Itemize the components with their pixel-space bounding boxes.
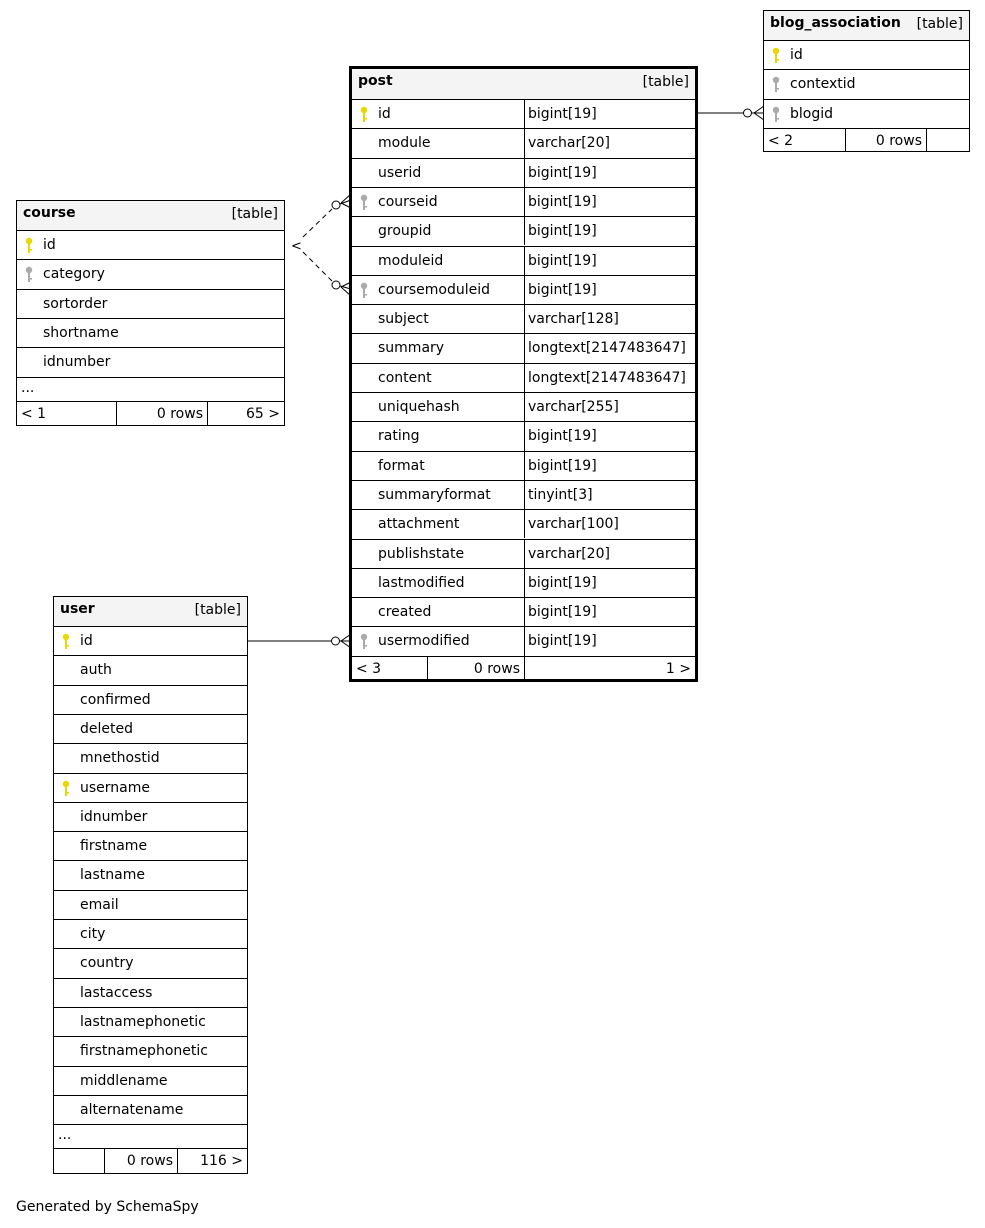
foreign-key-icon xyxy=(25,266,35,284)
column-row[interactable] xyxy=(54,919,247,948)
column-row[interactable] xyxy=(352,275,695,304)
column-divider xyxy=(524,129,525,157)
more-columns-ellipsis: ... xyxy=(58,1127,72,1144)
column-name: subject xyxy=(378,311,429,328)
column-name: groupid xyxy=(378,223,432,240)
column-name: lastname xyxy=(80,867,145,884)
column-name: id xyxy=(43,237,56,253)
column-row[interactable] xyxy=(54,714,247,743)
column-name: content xyxy=(378,369,432,386)
relationship-post-blog-association xyxy=(697,106,764,120)
more-columns-ellipsis: ... xyxy=(21,379,35,396)
column-row[interactable] xyxy=(764,99,969,128)
column-divider xyxy=(524,305,525,333)
foreign-key-icon xyxy=(360,194,370,212)
primary-key-icon xyxy=(62,633,72,651)
column-type: tinyint[3] xyxy=(528,486,593,503)
column-name: confirmed xyxy=(80,691,151,708)
parents-count[interactable]: < 2 xyxy=(768,132,794,149)
column-name: idnumber xyxy=(80,808,148,825)
column-row[interactable] xyxy=(352,216,695,245)
column-name: publishstate xyxy=(378,545,465,562)
column-type: bigint[19] xyxy=(528,164,597,181)
table-header xyxy=(54,597,247,627)
column-row[interactable] xyxy=(352,99,695,128)
column-type: varchar[20] xyxy=(528,545,610,562)
column-name: deleted xyxy=(80,720,133,737)
column-divider xyxy=(524,422,525,450)
column-name: id xyxy=(790,47,803,63)
column-row[interactable] xyxy=(17,347,284,376)
table-blog-association[interactable] xyxy=(763,10,970,152)
table-user[interactable] xyxy=(53,596,248,1174)
column-name: courseid xyxy=(378,193,438,210)
column-name: mnethostid xyxy=(80,750,160,767)
foreign-key-icon xyxy=(360,633,370,651)
column-name: lastmodified xyxy=(378,574,465,591)
column-row[interactable] xyxy=(54,860,247,889)
column-divider xyxy=(524,393,525,421)
column-name: sortorder xyxy=(43,295,108,312)
column-name: contextid xyxy=(790,76,856,93)
column-row[interactable] xyxy=(352,626,695,655)
table-footer xyxy=(352,656,695,679)
table-header xyxy=(764,11,969,41)
column-row[interactable] xyxy=(352,539,695,568)
column-row[interactable] xyxy=(54,1066,247,1095)
column-row[interactable] xyxy=(54,1095,247,1124)
column-name: uniquehash xyxy=(378,399,460,415)
parents-count[interactable]: < 1 xyxy=(21,405,47,422)
table-kind: [table] xyxy=(194,602,241,618)
column-row[interactable] xyxy=(352,597,695,626)
column-name: country xyxy=(80,955,134,972)
column-name: alternatename xyxy=(80,1101,184,1118)
column-name: category xyxy=(43,266,105,283)
column-name: attachment xyxy=(378,516,460,533)
column-divider xyxy=(524,364,525,392)
column-type: bigint[19] xyxy=(528,604,597,621)
foreign-key-icon xyxy=(360,282,370,300)
column-name: usermodified xyxy=(378,633,470,650)
column-row[interactable] xyxy=(352,568,695,597)
column-divider xyxy=(524,159,525,187)
column-row[interactable] xyxy=(17,289,284,318)
column-row[interactable] xyxy=(54,978,247,1007)
column-row[interactable] xyxy=(54,802,247,831)
table-footer xyxy=(764,128,969,151)
column-name: firstnamephonetic xyxy=(80,1043,208,1060)
foreign-key-icon xyxy=(772,106,782,124)
table-name: course xyxy=(23,205,76,221)
column-row[interactable] xyxy=(352,421,695,450)
column-type: longtext[2147483647] xyxy=(528,369,686,386)
column-row[interactable] xyxy=(352,363,695,392)
column-row[interactable] xyxy=(54,890,247,919)
column-name: summary xyxy=(378,340,445,357)
table-header xyxy=(17,201,284,231)
column-name: rating xyxy=(378,428,420,445)
column-name: created xyxy=(378,604,432,621)
column-divider xyxy=(524,452,525,480)
column-type: bigint[19] xyxy=(528,428,597,445)
column-divider xyxy=(524,100,525,128)
column-row[interactable] xyxy=(352,451,695,480)
column-name: module xyxy=(378,135,431,152)
column-row[interactable] xyxy=(352,480,695,509)
column-row[interactable] xyxy=(54,1007,247,1036)
column-name: middlename xyxy=(80,1072,168,1089)
column-type: bigint[19] xyxy=(528,574,597,591)
column-type: bigint[19] xyxy=(528,281,597,298)
table-header xyxy=(352,69,695,100)
column-row[interactable] xyxy=(54,948,247,977)
column-type: longtext[2147483647] xyxy=(528,340,686,357)
column-divider xyxy=(524,217,525,245)
column-divider xyxy=(524,510,525,538)
footer-divider xyxy=(177,1149,178,1173)
row-count: 0 rows xyxy=(473,660,520,677)
more-columns-row xyxy=(54,1124,247,1148)
column-row[interactable] xyxy=(764,40,969,69)
column-row[interactable] xyxy=(54,743,247,772)
column-divider xyxy=(524,188,525,216)
row-count: 0 rows xyxy=(875,132,922,149)
footer-divider xyxy=(926,129,927,151)
footer-divider xyxy=(524,657,525,679)
table-footer xyxy=(54,1148,247,1173)
generated-by-footer: Generated by SchemaSpy xyxy=(16,1199,199,1215)
column-type: bigint[19] xyxy=(528,252,597,269)
column-name: coursemoduleid xyxy=(378,281,491,298)
children-count[interactable]: 1 > xyxy=(665,660,691,677)
column-type: bigint[19] xyxy=(528,106,597,122)
column-name: blogid xyxy=(790,105,834,122)
table-post[interactable] xyxy=(349,66,698,682)
column-divider xyxy=(524,598,525,626)
table-name: post xyxy=(358,73,393,89)
column-row[interactable] xyxy=(764,69,969,98)
column-name: format xyxy=(378,457,425,474)
column-name: lastaccess xyxy=(80,984,153,1001)
column-row[interactable] xyxy=(352,304,695,333)
column-name: city xyxy=(80,926,106,942)
column-name: id xyxy=(80,633,93,649)
column-type: bigint[19] xyxy=(528,223,597,240)
column-divider xyxy=(524,276,525,304)
more-columns-row xyxy=(17,377,284,401)
column-row[interactable] xyxy=(17,259,284,288)
column-name: firstname xyxy=(80,838,148,855)
column-row[interactable] xyxy=(54,626,247,655)
parents-count[interactable]: < 3 xyxy=(356,660,382,677)
relationship-user-post xyxy=(247,634,351,648)
column-type: varchar[20] xyxy=(528,135,610,152)
column-name: summaryformat xyxy=(378,486,491,503)
row-count: 0 rows xyxy=(126,1153,173,1170)
column-row[interactable] xyxy=(352,509,695,538)
column-divider xyxy=(524,540,525,568)
column-name: idnumber xyxy=(43,354,111,371)
table-footer xyxy=(17,401,284,426)
column-divider xyxy=(524,481,525,509)
table-name: blog_association xyxy=(770,15,901,31)
column-divider xyxy=(524,569,525,597)
column-row[interactable] xyxy=(352,187,695,216)
footer-divider xyxy=(116,402,117,426)
column-row[interactable] xyxy=(54,1036,247,1065)
column-row[interactable] xyxy=(352,333,695,362)
column-name: username xyxy=(80,779,150,796)
column-type: varchar[128] xyxy=(528,311,619,328)
column-row[interactable] xyxy=(352,128,695,157)
column-row[interactable] xyxy=(54,655,247,684)
primary-key-icon xyxy=(62,780,72,798)
table-kind: [table] xyxy=(642,74,689,90)
primary-key-icon xyxy=(360,106,370,124)
column-name: auth xyxy=(80,662,112,679)
column-divider xyxy=(524,247,525,275)
table-kind: [table] xyxy=(916,16,963,32)
row-count: 0 rows xyxy=(156,405,203,422)
column-row[interactable] xyxy=(352,158,695,187)
column-name: userid xyxy=(378,164,422,181)
column-name: shortname xyxy=(43,324,119,341)
column-row[interactable] xyxy=(17,230,284,259)
column-type: varchar[100] xyxy=(528,516,619,533)
column-row[interactable] xyxy=(54,831,247,860)
foreign-key-icon xyxy=(772,76,782,94)
column-type: bigint[19] xyxy=(528,633,597,650)
column-type: varchar[255] xyxy=(528,399,619,415)
footer-divider xyxy=(427,657,428,679)
column-name: lastnamephonetic xyxy=(80,1013,206,1030)
column-type: bigint[19] xyxy=(528,193,597,210)
column-row[interactable] xyxy=(17,318,284,347)
footer-divider xyxy=(207,402,208,426)
children-count[interactable]: 116 > xyxy=(200,1153,243,1170)
table-name: user xyxy=(60,601,95,617)
course-link-marker: < xyxy=(291,239,302,254)
column-divider xyxy=(524,627,525,655)
footer-divider xyxy=(845,129,846,151)
column-divider xyxy=(524,334,525,362)
column-type: bigint[19] xyxy=(528,457,597,474)
column-name: email xyxy=(80,896,119,913)
column-row[interactable] xyxy=(54,773,247,802)
column-row[interactable] xyxy=(352,392,695,421)
table-course[interactable] xyxy=(16,200,285,426)
primary-key-icon xyxy=(772,47,782,65)
children-count[interactable]: 65 > xyxy=(246,405,280,422)
column-name: moduleid xyxy=(378,252,444,269)
column-row[interactable] xyxy=(352,246,695,275)
column-name: id xyxy=(378,106,391,122)
table-kind: [table] xyxy=(231,206,278,222)
column-row[interactable] xyxy=(54,685,247,714)
primary-key-icon xyxy=(25,237,35,255)
footer-divider xyxy=(104,1149,105,1173)
relationship-course-post xyxy=(303,209,332,281)
